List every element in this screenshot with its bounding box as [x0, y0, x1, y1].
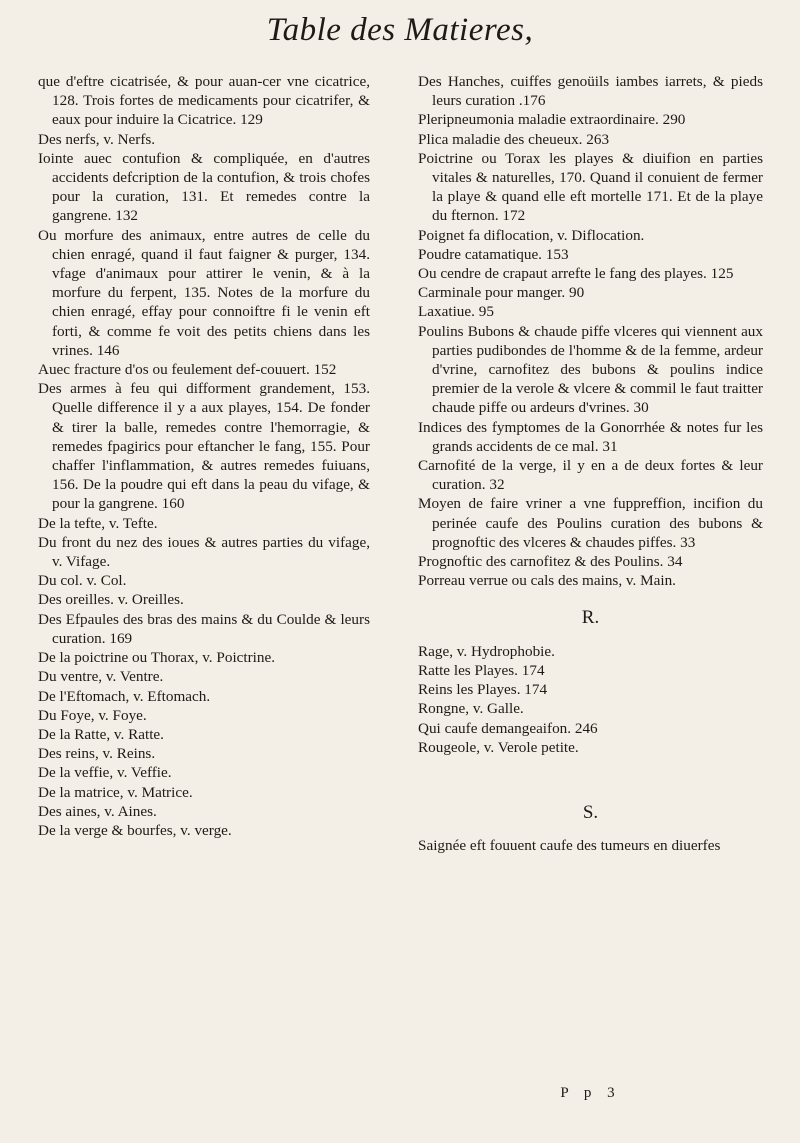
index-entry: Auec fracture d'os ou feulement def-couuert. 152: [38, 361, 337, 379]
right-column-s-entries: [418, 836, 763, 855]
index-entry: Rongne, v. Galle.: [418, 700, 524, 718]
index-entry: De la veffie, v. Veffie.: [38, 764, 172, 782]
index-entry: De la Ratte, v. Ratte.: [38, 725, 164, 743]
index-entry: De l'Eftomach, v. Eftomach.: [38, 687, 211, 705]
section-letter-r: R.: [581, 607, 600, 629]
index-entry: Indices des fymptomes de la Gonorrhée & notes fur les grands accidents de ce mal. 31: [418, 418, 763, 455]
right-column: [418, 72, 763, 855]
index-entry: Laxatiue. 95: [418, 303, 494, 321]
index-entry: Du Foye, v. Foye.: [38, 706, 147, 724]
index-entry: Des aines, v. Aines.: [38, 802, 157, 820]
right-column-r-entries: [418, 642, 763, 757]
index-entry: Porreau verrue ou cals des mains, v. Main.: [418, 572, 676, 590]
index-entry: Des Efpaules des bras des mains & du Coulde & leurs curation. 169: [38, 610, 370, 647]
index-entry: Plica maladie des cheueux. 263: [418, 130, 610, 148]
index-entry: De la verge & bourfes, v. verge.: [38, 821, 232, 839]
index-entry: Saignée eft fouuent caufe des tumeurs en diuerfes: [418, 837, 721, 855]
index-entry: Prognoftic des carnofitez & des Poulins. 34: [418, 553, 683, 571]
index-entry: Carnofité de la verge, il y en a de deux fortes & leur curation. 32: [418, 457, 763, 494]
index-entry: que d'eftre cicatrisée, & pour auan-cer vne cicatrice, 128. Trois fortes de medicaments pour cicatrifer, & eaux pour induire la Cicatrice. 129: [38, 73, 370, 129]
index-entry: Poictrine ou Torax les playes & diuifion en parties vitales & naturelles, 170. Quand il conuient de fermer la playe & quand elle eft mortelle 171. Et de la playe du fternon. 172: [418, 149, 763, 225]
index-entry: De la tefte, v. Tefte.: [38, 514, 158, 532]
index-entry: Carminale pour manger. 90: [418, 284, 585, 302]
index-entry: Ou morfure des animaux, entre autres de celle du chien enragé, quand il faut faigner & purger, 134. vfage d'animaux pour attirer le venin, & à la morfure du ferpent, 135. Notes de la morfure du chien enragé, effay pour connoiftre fi le venin eft forti, & comme fe voit des petits chiens dans les vrines. 146: [38, 226, 370, 359]
index-entry: Des armes à feu qui difforment grandement, 153. Quelle difference il y a aux playes, 154. De fonder & tirer la balle, remedes contre l'hemorragie, & remedes fpagirics pour eftancher le fang, 155. Pour chaffer l'inflammation, & autres remedes fuiuans, 156. De la poudre qui eft dans la peau du vifage, & pour la gangrene. 160: [38, 380, 370, 513]
index-entry: Poudre catamatique. 153: [418, 245, 569, 263]
index-entry: Iointe auec contufion & compliquée, en d'autres accidents defcription de la contufion, & trois chofes pour la curation, 131. Et remedes contre la gangrene. 132: [38, 149, 370, 225]
index-entry: Reins les Playes. 174: [418, 681, 548, 699]
index-entry: De la poictrine ou Thorax, v. Poictrine.: [38, 649, 276, 667]
page-signature: P p 3: [560, 1085, 621, 1101]
left-column: [38, 72, 370, 840]
index-entry: Qui caufe demangeaifon. 246: [418, 719, 598, 737]
index-entry: De la matrice, v. Matrice.: [38, 783, 193, 801]
index-entry: Du ventre, v. Ventre.: [38, 668, 164, 686]
index-entry: Des reins, v. Reins.: [38, 745, 156, 763]
index-entry: Moyen de faire vriner a vne fuppreffion, incifion du perinée caufe des Poulins curation des bubons & prognoftic des vlceres & chaudes piffes. 33: [418, 495, 763, 551]
index-entry: Rage, v. Hydrophobie.: [418, 642, 555, 660]
index-entry: Ratte les Playes. 174: [418, 661, 545, 679]
index-entry: Du col. v. Col.: [38, 572, 127, 590]
right-column-top-entries: [418, 72, 763, 590]
section-letter-s: S.: [582, 801, 599, 823]
index-entry: Poignet fa diflocation, v. Diflocation.: [418, 226, 645, 244]
index-entry: Pleripneumonia maladie extraordinaire. 290: [418, 111, 686, 129]
index-entry: Rougeole, v. Verole petite.: [418, 738, 579, 756]
index-entry: Ou cendre de crapaut arrefte le fang des playes. 125: [418, 265, 734, 283]
index-entry: Du front du nez des ioues & autres parties du vifage, v. Vifage.: [38, 533, 370, 571]
page-title: Table des Matieres,: [266, 12, 534, 48]
index-entry: Des Hanches, cuiffes genoüils iambes iarrets, & pieds leurs curation .176: [418, 73, 763, 110]
index-entry: Des oreilles. v. Oreilles.: [38, 591, 184, 609]
index-entry: Des nerfs, v. Nerfs.: [38, 130, 156, 148]
index-entry: Poulins Bubons & chaude piffe vlceres qui viennent aux parties pudibondes de l'homme & de la femme, ardeur d'vrine, carnofitez des bubons & poulins indice premier de la verole & vlcere & commil le faut traitter chaude piffe ou ardeurs d'vrines. 30: [418, 322, 763, 417]
